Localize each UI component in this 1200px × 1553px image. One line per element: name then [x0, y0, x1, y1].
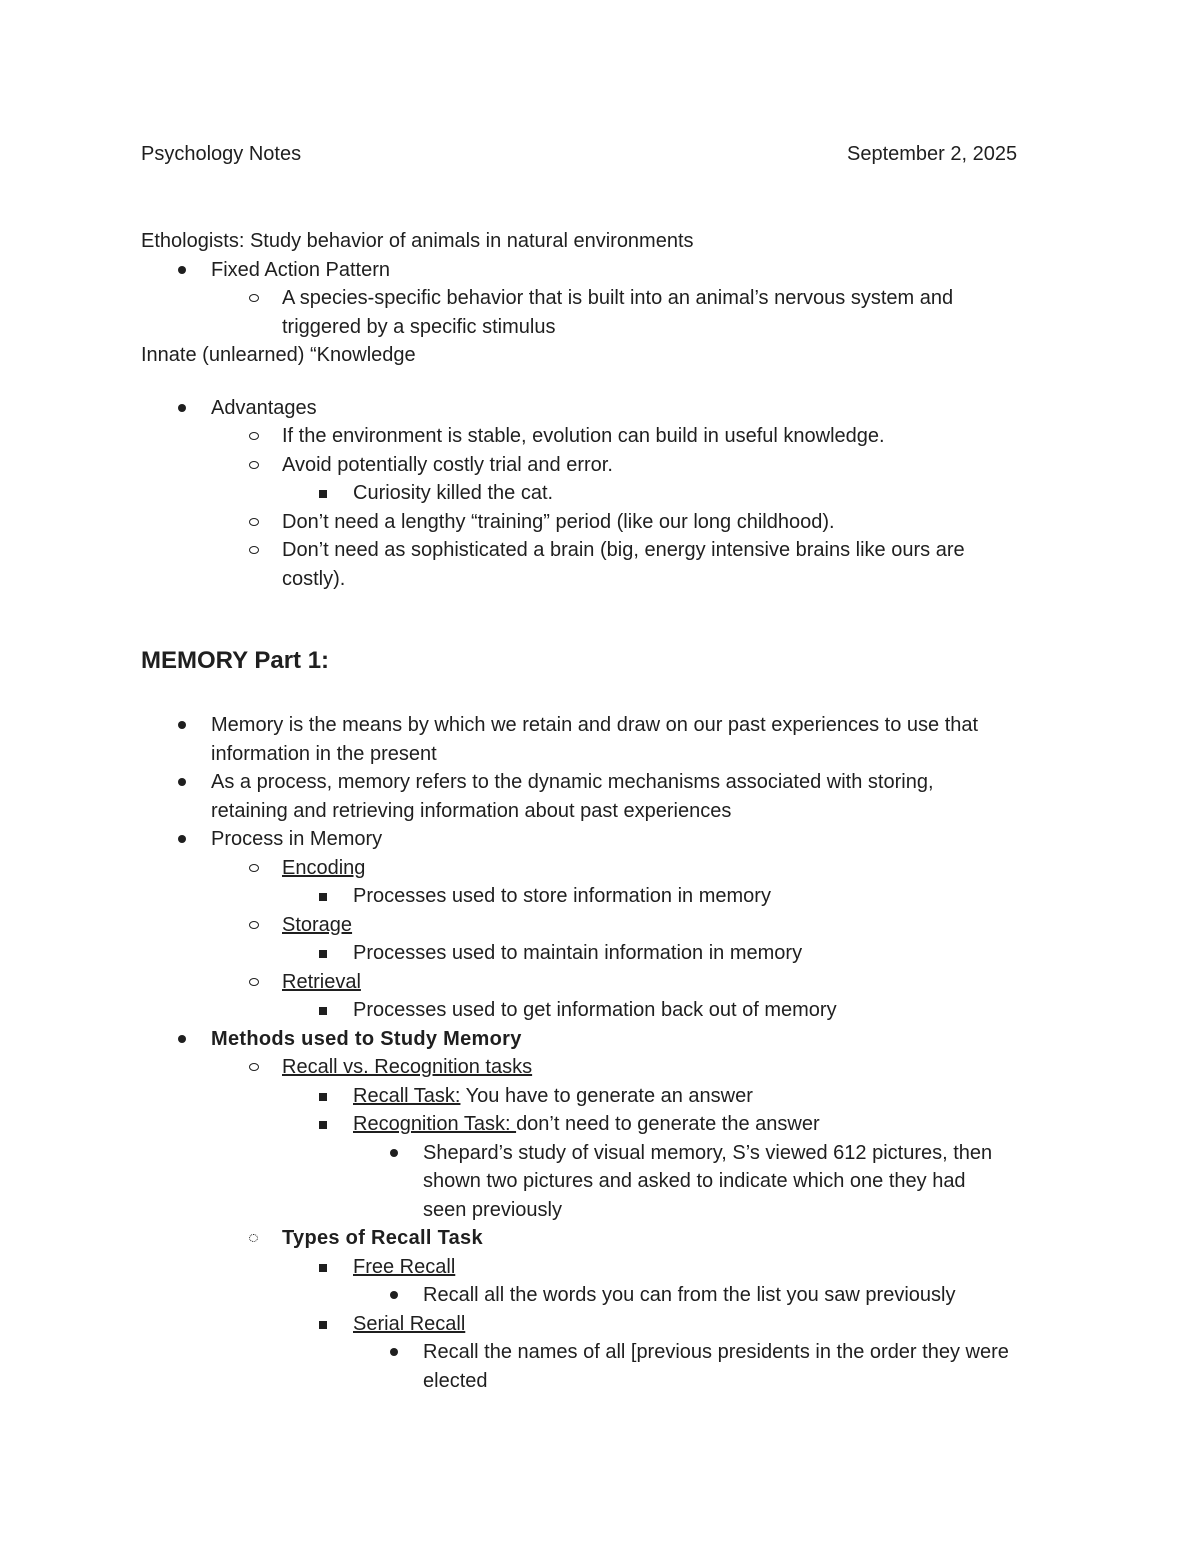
fap-definition-line1: A species-specific behavior that is built into an animal’s nervous system and [282, 287, 954, 309]
ethologists-list [141, 256, 1081, 342]
memory-point: information in the present [211, 742, 437, 765]
list-item [141, 536, 1081, 593]
list-item [141, 1110, 1081, 1139]
storage-term: Storage [282, 913, 353, 936]
list-item [141, 711, 1081, 768]
encoding-term: Encoding [282, 856, 366, 879]
square-bullet-icon [319, 1321, 327, 1329]
square-bullet-icon [319, 490, 327, 498]
process-label: Process in Memory [211, 828, 383, 850]
list-item [141, 1139, 1081, 1225]
list-item [141, 256, 1081, 285]
recall-vs-recognition: Recall vs. Recognition tasks [282, 1056, 533, 1078]
document-title: Psychology Notes [141, 143, 302, 165]
list-item [141, 996, 1081, 1025]
list-item [141, 768, 1081, 825]
square-bullet-icon [319, 950, 327, 958]
list-item [141, 1253, 1081, 1282]
recall-task-text: You have to generate an answer [460, 1084, 753, 1107]
disc-bullet-icon [178, 778, 186, 786]
list-item [141, 939, 1081, 968]
advantage-text: Avoid potentially costly trial and error. [282, 453, 613, 476]
recall-task-label: Recall Task: [353, 1084, 461, 1107]
list-item [141, 1025, 1081, 1054]
square-bullet-icon [319, 893, 327, 901]
memory-point: As a process, memory refers to the dynamic mechanisms associated with storing, [211, 771, 934, 793]
circle-bullet-icon [249, 461, 259, 469]
circle-bullet-icon [249, 518, 259, 526]
retrieval-definition: Processes used to get information back out of memory [353, 999, 837, 1021]
recognition-task-label: Recognition Task: [353, 1113, 517, 1135]
list-item [141, 394, 1081, 423]
list-item [141, 479, 1081, 508]
advantage-text: Don’t need as sophisticated a brain (big, energy intensive brains like ours are [282, 539, 965, 561]
square-bullet-icon [319, 1007, 327, 1015]
list-item [141, 968, 1081, 997]
square-bullet-icon [319, 1093, 327, 1101]
disc-bullet-icon [178, 835, 186, 843]
list-item [141, 911, 1081, 940]
advantages-list [141, 394, 1081, 594]
circle-bullet-icon [249, 432, 259, 440]
memory-heading: MEMORY Part 1: [141, 647, 330, 674]
innate-line: Innate (unlearned) “Knowledge [141, 344, 416, 366]
shepard-text: shown two pictures and asked to indicate which one they had [423, 1170, 966, 1192]
advantage-text: Don’t need a lengthy “training” period (like our long childhood). [282, 510, 835, 533]
disc-bullet-icon [390, 1291, 398, 1299]
ethologists-text: Study behavior of animals in natural environments [244, 230, 694, 252]
serial-recall-definition: Recall the names of all [previous presidents in the order they were [423, 1341, 1009, 1363]
list-item [141, 284, 1081, 341]
ethologists-line [141, 227, 1081, 256]
advantages-label: Advantages [211, 396, 317, 419]
list-item [141, 508, 1081, 537]
disc-bullet-icon [178, 266, 186, 274]
circle-bullet-icon [249, 546, 259, 554]
recognition-task-text: don’t need to generate the answer [516, 1113, 820, 1135]
advantage-text: costly). [282, 567, 346, 590]
list-item [141, 451, 1081, 480]
list-item [141, 1310, 1081, 1339]
types-recall-label: Types of Recall Task [282, 1227, 483, 1249]
disc-bullet-icon [390, 1149, 398, 1157]
circle-bullet-icon [249, 978, 259, 986]
storage-definition: Processes used to maintain information in memory [353, 942, 803, 964]
list-item [141, 422, 1081, 451]
square-bullet-icon [319, 1121, 327, 1129]
intro-section [141, 227, 1081, 593]
list-item [141, 882, 1081, 911]
free-recall-definition: Recall all the words you can from the list you saw previously [423, 1284, 956, 1306]
shepard-text: Shepard’s study of visual memory, S’s viewed 612 pictures, then [423, 1141, 993, 1164]
circle-bullet-icon [249, 294, 259, 302]
memory-list [141, 711, 1081, 1395]
free-recall-term: Free Recall [353, 1255, 456, 1278]
square-bullet-icon [319, 1264, 327, 1272]
list-item [141, 854, 1081, 883]
encoding-definition: Processes used to store information in memory [353, 885, 771, 907]
serial-recall-definition: elected [423, 1369, 488, 1392]
ethologists-label: Ethologists: [141, 230, 245, 252]
document-date: September 2, 2025 [847, 143, 1018, 165]
fap-definition-line2: triggered by a specific stimulus [282, 315, 556, 338]
disc-bullet-icon [178, 1035, 186, 1043]
dotted-circle-bullet-icon [249, 1234, 258, 1242]
advantage-text: If the environment is stable, evolution can build in useful knowledge. [282, 425, 885, 447]
memory-section [141, 645, 1081, 1395]
methods-label: Methods used to Study Memory [211, 1027, 522, 1050]
fixed-action-pattern-label: Fixed Action Pattern [211, 258, 390, 281]
circle-bullet-icon [249, 1063, 259, 1071]
list-item [141, 1338, 1081, 1395]
advantage-subtext: Curiosity killed the cat. [353, 482, 554, 504]
list-item [141, 1053, 1081, 1082]
list-item [141, 1281, 1081, 1310]
list-item [141, 825, 1081, 854]
circle-bullet-icon [249, 921, 259, 929]
disc-bullet-icon [178, 404, 186, 412]
circle-bullet-icon [249, 864, 259, 872]
memory-point: Memory is the means by which we retain and draw on our past experiences to use that [211, 714, 979, 736]
retrieval-term: Retrieval [282, 970, 361, 993]
memory-point: retaining and retrieving information about past experiences [211, 799, 732, 822]
shepard-text: seen previously [423, 1198, 562, 1221]
list-item [141, 1082, 1081, 1111]
list-item [141, 1224, 1081, 1253]
disc-bullet-icon [178, 721, 186, 729]
disc-bullet-icon [390, 1348, 398, 1356]
serial-recall-term: Serial Recall [353, 1312, 466, 1335]
